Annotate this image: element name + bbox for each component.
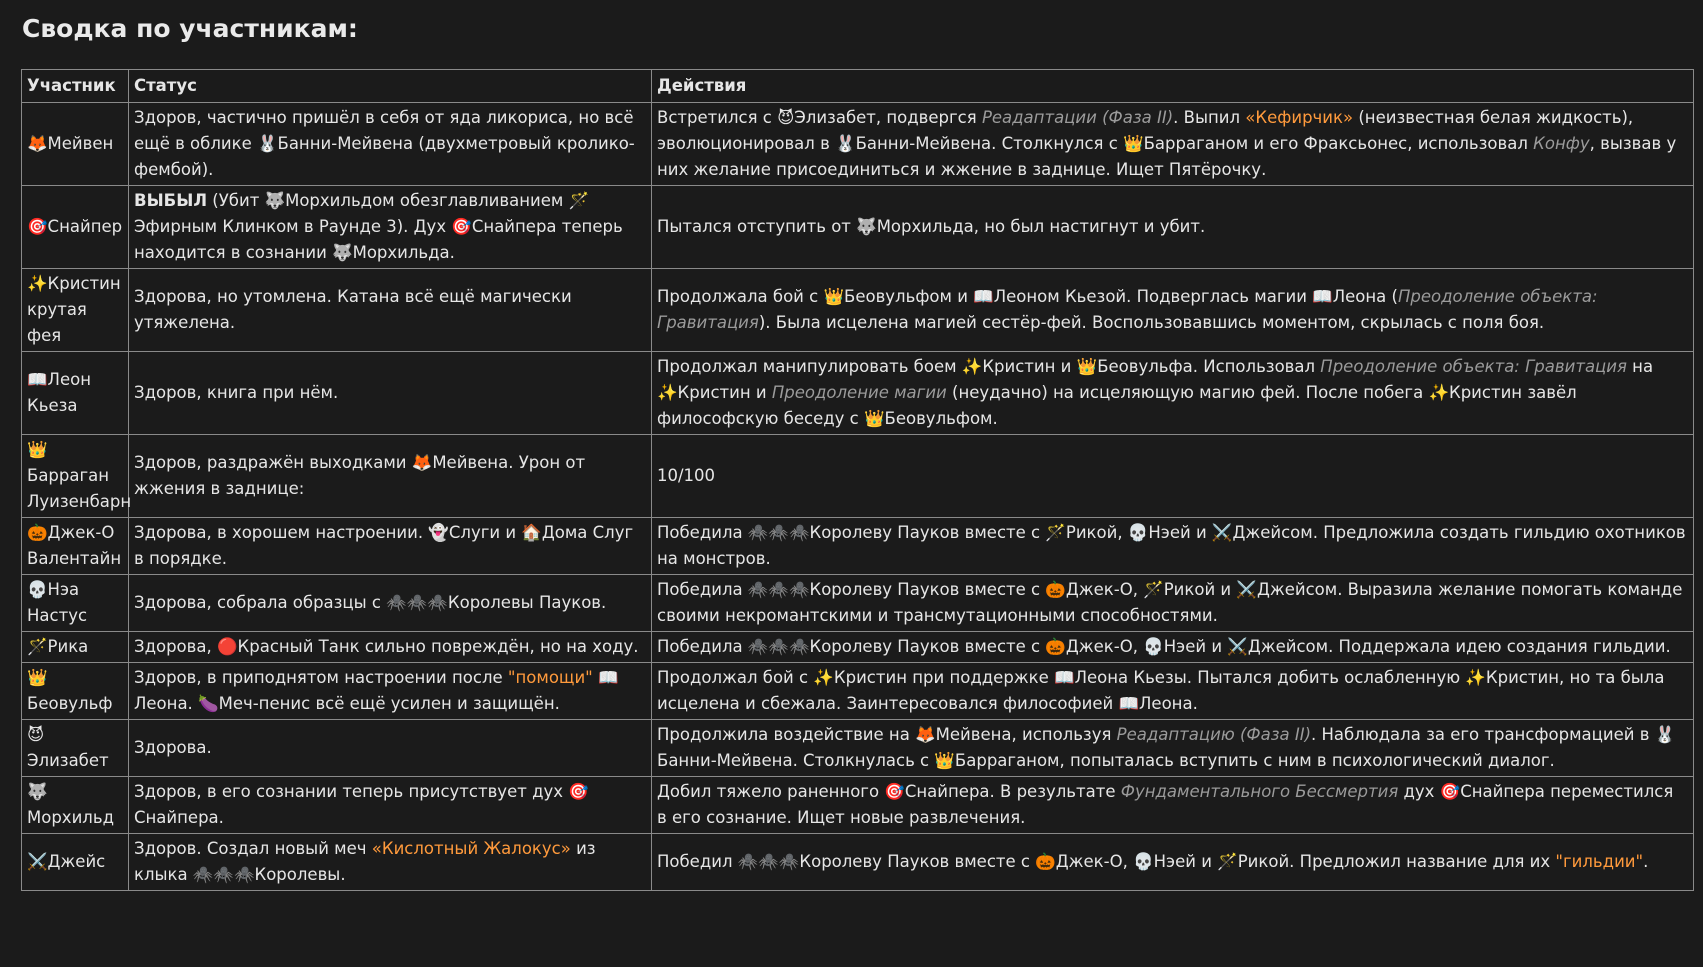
italic-term: Преодоление объекта: Гравитация	[657, 287, 1598, 332]
italic-term: Реадаптации (Фаза II)	[981, 108, 1174, 127]
table-row	[22, 575, 1694, 632]
text-segment: Добил тяжело раненного 🎯Снайпера. В результате	[657, 782, 1121, 801]
header-participant: Участник	[22, 70, 129, 103]
table-row	[22, 834, 1694, 891]
participant-cell: ✨Кристин крутая фея	[22, 269, 129, 352]
text-segment: Продолжала бой с 👑Беовульфом и 📖Леоном Кьезой. Подверглась магии 📖Леона (	[657, 287, 1398, 306]
actions-cell: Продолжал бой с ✨Кристин при поддержке 📖Леона Кьезы. Пытался добить ослабленную ✨Кристин, но та была исцелена и сбежала. Заинтересовался философией 📖Леона.	[652, 663, 1694, 720]
text-segment: Здоров, в приподнятом настроении после	[134, 668, 508, 687]
table-row	[22, 103, 1694, 186]
highlight-term: "гильдии"	[1555, 852, 1644, 871]
table-row	[22, 518, 1694, 575]
table-row	[22, 632, 1694, 663]
text-segment: Победил 🕷️🕷️🕷️Королеву Пауков вместе с 🎃Джек-О, 💀Нэей и 🪄Рикой. Предложил название для их	[657, 852, 1556, 871]
text-segment: (Убит 🐺Морхильдом обезглавливанием 🪄Эфирным Клинком в Раунде 3). Дух 🎯Снайпера теперь находится в сознании 🐺Морхильда.	[134, 191, 623, 262]
actions-cell	[652, 777, 1694, 834]
actions-cell	[652, 834, 1694, 891]
status-cell	[129, 834, 652, 891]
header-actions: Действия	[652, 70, 1694, 103]
text-segment: из клыка 🕷️🕷️🕷️Королевы.	[134, 839, 596, 884]
participant-cell: 🎃Джек-О Валентайн	[22, 518, 129, 575]
table-row	[22, 269, 1694, 352]
italic-term: Реадаптацию (Фаза II)	[1116, 725, 1312, 744]
participant-cell: 💀Нэа Настус	[22, 575, 129, 632]
italic-term: Преодоление объекта: Гравитация	[1320, 357, 1627, 376]
page-title: Сводка по участникам:	[22, 14, 358, 43]
text-segment: 📖Леона. 🍆Меч-пенис всё ещё усилен и защищён.	[134, 668, 619, 713]
actions-cell	[652, 720, 1694, 777]
status-cell: Здорова, 🔴Красный Танк сильно повреждён, но на ходу.	[129, 632, 652, 663]
status-cell: Здорова, в хорошем настроении. 👻Слуги и 🏠Дома Слуг в порядке.	[129, 518, 652, 575]
highlight-term: "помощи"	[507, 668, 593, 687]
text-segment: Продолжила воздействие на 🦊Мейвена, используя	[657, 725, 1117, 744]
table-header-row	[22, 70, 1694, 103]
table-row	[22, 186, 1694, 269]
participant-cell: 👑 Барраган Луизенбарн	[22, 435, 129, 518]
table-row	[22, 777, 1694, 834]
actions-cell	[652, 352, 1694, 435]
table-row	[22, 663, 1694, 720]
status-cell: Здоров, книга при нём.	[129, 352, 652, 435]
highlight-term: «Кислотный Жалокус»	[371, 839, 571, 858]
participant-cell: 🪄Рика	[22, 632, 129, 663]
text-segment: . Выпил	[1173, 108, 1246, 127]
table-row	[22, 720, 1694, 777]
highlight-term: «Кефирчик»	[1245, 108, 1354, 127]
text-segment: Продолжал манипулировать боем ✨Кристин и 👑Беовульфа. Использовал	[657, 357, 1321, 376]
actions-cell: Пытался отступить от 🐺Морхильда, но был настигнут и убит.	[652, 186, 1694, 269]
cut-off-text-line	[22, 0, 1122, 4]
text-segment: Встретился с 😈Элизабет, подвергся	[657, 108, 982, 127]
status-cell: Здорова, собрала образцы с 🕷️🕷️🕷️Королевы Пауков.	[129, 575, 652, 632]
actions-cell	[652, 269, 1694, 352]
actions-cell: Победила 🕷️🕷️🕷️Королеву Пауков вместе с 🎃Джек-О, 💀Нэей и ⚔️Джейсом. Поддержала идею создания гильдии.	[652, 632, 1694, 663]
status-cell: Здоров, раздражён выходками 🦊Мейвена. Урон от жжения в заднице:	[129, 435, 652, 518]
table-body	[22, 103, 1694, 891]
actions-cell: Победила 🕷️🕷️🕷️Королеву Пауков вместе с 🪄Рикой, 💀Нэей и ⚔️Джейсом. Предложила создать гильдию охотников на монстров.	[652, 518, 1694, 575]
participant-cell: ⚔️Джейс	[22, 834, 129, 891]
text-segment: ). Была исцелена магией сестёр-фей. Воспользовавшись моментом, скрылась с поля боя.	[758, 313, 1545, 332]
actions-cell: Победила 🕷️🕷️🕷️Королеву Пауков вместе с 🎃Джек-О, 🪄Рикой и ⚔️Джейсом. Выразила желание помогать команде своими некромантскими и трансмутационными способностями.	[652, 575, 1694, 632]
status-cell: Здоров, в его сознании теперь присутствует дух 🎯Снайпера.	[129, 777, 652, 834]
bold-term: ВЫБЫЛ	[134, 191, 208, 210]
actions-cell	[652, 103, 1694, 186]
participants-table	[21, 69, 1694, 891]
text-segment: . Наблюдала за его трансформацией в 🐰Банни-Мейвена. Столкнулась с 👑Барраганом, попыталась вступить с ним в психологический диалог.	[657, 725, 1676, 770]
status-cell: Здоров, частично пришёл в себя от яда ликориса, но всё ещё в облике 🐰Банни-Мейвена (двухметровый кролико-фембой).	[129, 103, 652, 186]
italic-term: Преодоление магии	[771, 383, 947, 402]
participant-cell: 🦊Мейвен	[22, 103, 129, 186]
text-segment: на ✨Кристин и	[657, 357, 1654, 402]
participant-cell: 😈 Элизабет	[22, 720, 129, 777]
italic-term: Фундаментального Бессмертия	[1120, 782, 1399, 801]
actions-cell: 10/100	[652, 435, 1694, 518]
participant-cell: 🐺 Морхильд	[22, 777, 129, 834]
text-segment: (неизвестная белая жидкость), эволюционировал в 🐰Банни-Мейвена. Столкнулся с 👑Баррaганом и его Фраксьонес, использовал	[657, 108, 1634, 153]
header-status: Статус	[129, 70, 652, 103]
text-segment: , вызвав у них желание присоединиться и жжение в заднице. Ищет Пятёрочку.	[657, 134, 1677, 179]
table-row	[22, 435, 1694, 518]
text-segment: Здоров. Создал новый меч	[134, 839, 372, 858]
status-cell: Здорова.	[129, 720, 652, 777]
italic-term: Конфу	[1533, 134, 1590, 153]
text-segment: (неудачно) на исцеляющую магию фей. После побега ✨Кристин завёл философскую беседу с 👑Беовульфом.	[657, 383, 1577, 428]
status-cell	[129, 186, 652, 269]
status-cell: Здорова, но утомлена. Катана всё ещё магически утяжелена.	[129, 269, 652, 352]
table-row	[22, 352, 1694, 435]
text-segment: дух 🎯Снайпера переместился в его сознание. Ищет новые развлечения.	[657, 782, 1674, 827]
participant-cell: 🎯Снайпер	[22, 186, 129, 269]
participant-cell: 📖Леон Кьеза	[22, 352, 129, 435]
text-segment: .	[1643, 852, 1649, 871]
status-cell	[129, 663, 652, 720]
participant-cell: 👑 Беовульф	[22, 663, 129, 720]
